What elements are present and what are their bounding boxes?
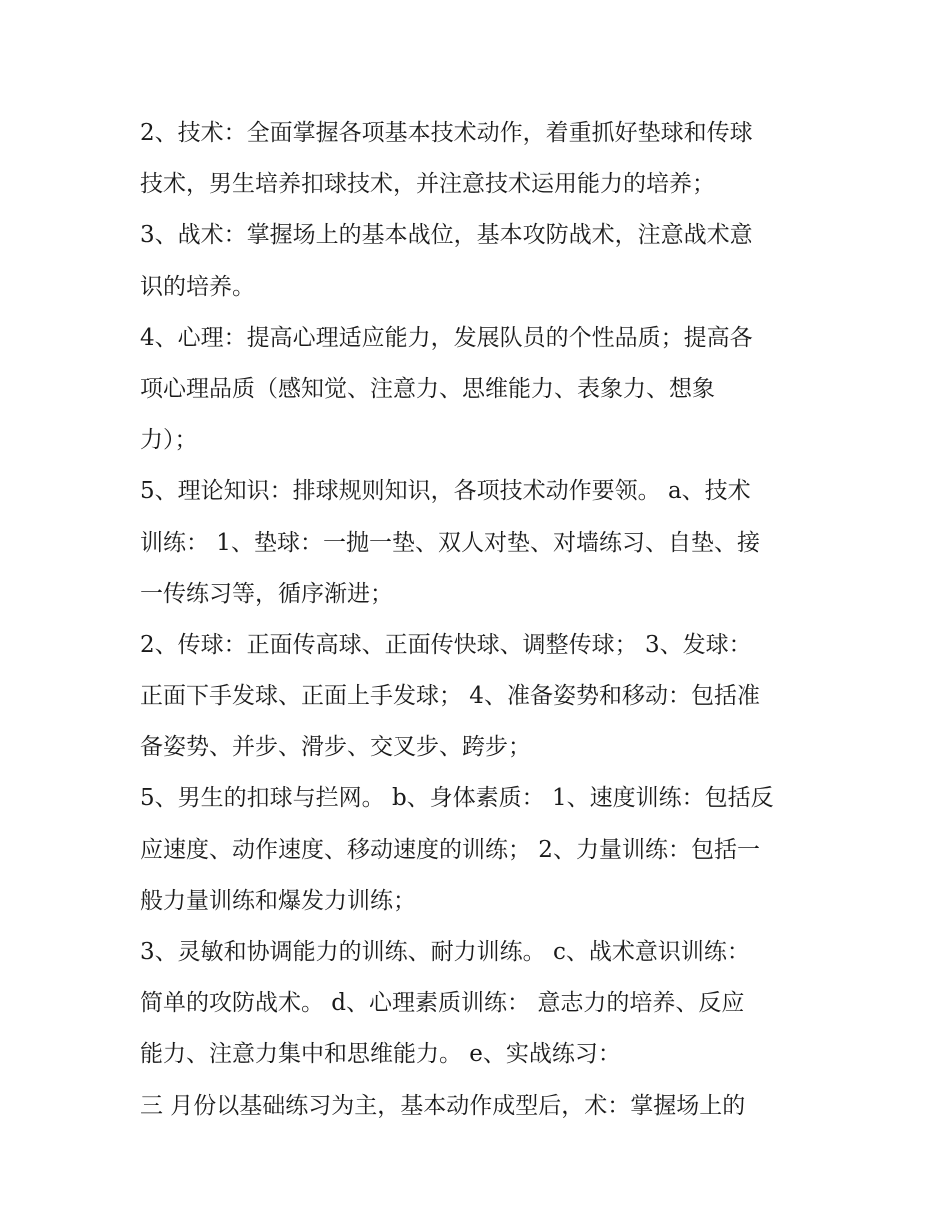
body-text — [140, 108, 820, 1132]
text-line: 一传练习等，循序渐进； — [140, 580, 393, 607]
text-line: 正面下手发球、正面上手发球； 4、准备姿势和移动：包括准 — [140, 683, 760, 710]
text-line: 备姿势、并步、滑步、交叉步、跨步； — [140, 734, 531, 761]
text-line: 应速度、动作速度、移动速度的训练； 2、力量训练：包括一 — [140, 836, 760, 863]
text-line: 般力量训练和爆发力训练； — [140, 887, 416, 914]
text-line: 5、男生的扣球与拦网。 b、身体素质： 1、速度训练：包括反 — [140, 785, 774, 812]
text-line: 2、传球：正面传高球、正面传快球、调整传球； 3、发球： — [140, 631, 752, 658]
text-line: 训练： 1、垫球：一抛一垫、双人对垫、对墙练习、自垫、接 — [140, 529, 760, 556]
text-line: 3、战术：掌握场上的基本战位，基本攻防战术，注意战术意 — [140, 222, 753, 249]
text-line: 3、灵敏和协调能力的训练、耐力训练。 c、战术意识训练： — [140, 939, 750, 965]
text-line: 识的培养。 — [140, 273, 255, 300]
text-line: 力）； — [140, 427, 198, 454]
text-line: 三 月份以基础练习为主，基本动作成型后，术：掌握场上的 — [140, 1092, 746, 1119]
text-line: 5、理论知识：排球规则知识，各项技术动作要领。 a、技术 — [140, 478, 751, 505]
text-line: 能力、注意力集中和思维能力。 e、实战练习： — [140, 1041, 621, 1068]
text-line: 项心理品质（感知觉、注意力、思维能力、表象力、想象 — [140, 375, 715, 402]
text-line: 简单的攻防战术。 d、心理素质训练： 意志力的培养、反应 — [140, 990, 745, 1017]
text-line: 2、技术：全面掌握各项基本技术动作，着重抓好垫球和传球 — [140, 120, 753, 146]
text-line: 技术，男生培养扣球技术，并注意技术运用能力的培养； — [140, 171, 715, 198]
text-line: 4、心理：提高心理适应能力，发展队员的个性品质；提高各 — [140, 324, 753, 351]
